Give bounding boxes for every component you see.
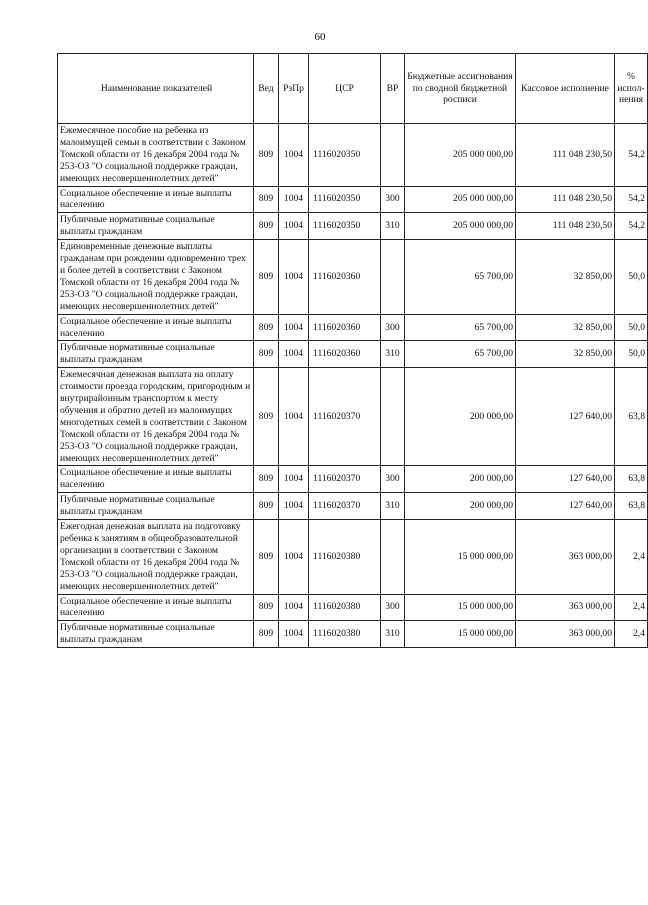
row-csr: 1116020380: [309, 520, 381, 594]
row-ved: 809: [254, 341, 279, 368]
row-assignments: 65 700,00: [405, 341, 516, 368]
row-percent: 63,8: [615, 493, 648, 520]
row-percent: 2,4: [615, 621, 648, 648]
row-percent: 54,2: [615, 213, 648, 240]
header-rzpr: РзПр: [279, 54, 309, 124]
row-name: Публичные нормативные социальные выплаты гражданам: [58, 493, 254, 520]
row-name: Социальное обеспечение и иные выплаты населению: [58, 186, 254, 213]
header-name: Наименование показателей: [58, 54, 254, 124]
row-vr: [381, 368, 405, 466]
row-rzpr: 1004: [279, 314, 309, 341]
row-rzpr: 1004: [279, 594, 309, 621]
row-rzpr: 1004: [279, 213, 309, 240]
row-rzpr: 1004: [279, 466, 309, 493]
row-csr: 1116020370: [309, 368, 381, 466]
row-assignments: 200 000,00: [405, 493, 516, 520]
row-percent: 50,0: [615, 341, 648, 368]
row-assignments: 65 700,00: [405, 240, 516, 314]
table-row: [58, 124, 648, 187]
row-percent: 2,4: [615, 594, 648, 621]
row-name: Публичные нормативные социальные выплаты гражданам: [58, 213, 254, 240]
row-rzpr: 1004: [279, 493, 309, 520]
row-ved: 809: [254, 240, 279, 314]
table-row: [58, 213, 648, 240]
table-row: [58, 520, 648, 594]
row-rzpr: 1004: [279, 368, 309, 466]
row-percent: 63,8: [615, 368, 648, 466]
header-percent: % испол-нения: [615, 54, 648, 124]
row-cash-execution: 127 640,00: [516, 368, 615, 466]
row-name: Ежемесячная денежная выплата на оплату стоимости проезда городским, пригородным и внутрирайонным транспортом к месту обучения и обратно детей из малоимущих многодетных семей в соответствии с Законом Томской области от 16 декабря 2004 года № 253-ОЗ "О социальной поддержке граждан, имеющих несовершеннолетних детей": [58, 368, 254, 466]
row-assignments: 205 000 000,00: [405, 213, 516, 240]
row-percent: 50,0: [615, 314, 648, 341]
row-csr: 1116020350: [309, 186, 381, 213]
row-ved: 809: [254, 621, 279, 648]
row-csr: 1116020350: [309, 124, 381, 187]
row-assignments: 15 000 000,00: [405, 594, 516, 621]
row-percent: 50,0: [615, 240, 648, 314]
row-name: Социальное обеспечение и иные выплаты населению: [58, 594, 254, 621]
row-ved: 809: [254, 493, 279, 520]
row-assignments: 205 000 000,00: [405, 124, 516, 187]
row-assignments: 65 700,00: [405, 314, 516, 341]
row-cash-execution: 127 640,00: [516, 466, 615, 493]
row-csr: 1116020370: [309, 466, 381, 493]
header-cash-execution: Кассовое исполнение: [516, 54, 615, 124]
row-percent: 54,2: [615, 124, 648, 187]
row-rzpr: 1004: [279, 621, 309, 648]
table-row: [58, 341, 648, 368]
row-assignments: 200 000,00: [405, 368, 516, 466]
row-vr: [381, 124, 405, 187]
row-vr: 310: [381, 621, 405, 648]
header-assignments: Бюджетные ассигнования по сводной бюджетной росписи: [405, 54, 516, 124]
row-ved: 809: [254, 466, 279, 493]
budget-table: [57, 53, 648, 648]
row-cash-execution: 32 850,00: [516, 314, 615, 341]
table-header-row: [58, 54, 648, 124]
row-name: Ежемесячное пособие на ребенка из малоимущей семьи в соответствии с Законом Томской области от 16 декабря 2004 года № 253-ОЗ "О социальной поддержке граждан, имеющих несовершеннолетних детей": [58, 124, 254, 187]
row-vr: 300: [381, 466, 405, 493]
row-vr: [381, 240, 405, 314]
row-percent: 63,8: [615, 466, 648, 493]
table-row: [58, 594, 648, 621]
row-cash-execution: 363 000,00: [516, 621, 615, 648]
row-cash-execution: 111 048 230,50: [516, 213, 615, 240]
row-rzpr: 1004: [279, 520, 309, 594]
header-ved: Вед: [254, 54, 279, 124]
row-assignments: 205 000 000,00: [405, 186, 516, 213]
table-row: [58, 621, 648, 648]
row-ved: 809: [254, 368, 279, 466]
row-cash-execution: 363 000,00: [516, 594, 615, 621]
row-assignments: 15 000 000,00: [405, 520, 516, 594]
table-row: [58, 493, 648, 520]
row-rzpr: 1004: [279, 240, 309, 314]
header-vr: ВР: [381, 54, 405, 124]
row-ved: 809: [254, 314, 279, 341]
row-rzpr: 1004: [279, 186, 309, 213]
row-cash-execution: 111 048 230,50: [516, 186, 615, 213]
row-ved: 809: [254, 124, 279, 187]
row-name: Публичные нормативные социальные выплаты гражданам: [58, 341, 254, 368]
table-row: [58, 240, 648, 314]
row-percent: 54,2: [615, 186, 648, 213]
row-cash-execution: 127 640,00: [516, 493, 615, 520]
row-vr: 300: [381, 314, 405, 341]
row-name: Социальное обеспечение и иные выплаты населению: [58, 466, 254, 493]
row-csr: 1116020350: [309, 213, 381, 240]
row-vr: 300: [381, 594, 405, 621]
row-rzpr: 1004: [279, 124, 309, 187]
row-ved: 809: [254, 594, 279, 621]
row-vr: [381, 520, 405, 594]
row-csr: 1116020360: [309, 341, 381, 368]
row-ved: 809: [254, 213, 279, 240]
row-name: Социальное обеспечение и иные выплаты населению: [58, 314, 254, 341]
row-csr: 1116020360: [309, 314, 381, 341]
row-csr: 1116020360: [309, 240, 381, 314]
row-vr: 300: [381, 186, 405, 213]
row-vr: 310: [381, 341, 405, 368]
row-name: Ежегодная денежная выплата на подготовку ребенка к занятиям в общеобразовательной организации в соответствии с Законом Томской области от 16 декабря 2004 года № 253-ОЗ "О социальной поддержке граждан, имеющих несовершеннолетних детей": [58, 520, 254, 594]
row-cash-execution: 32 850,00: [516, 240, 615, 314]
table-row: [58, 314, 648, 341]
row-csr: 1116020380: [309, 594, 381, 621]
header-csr: ЦСР: [309, 54, 381, 124]
table-row: [58, 186, 648, 213]
row-csr: 1116020370: [309, 493, 381, 520]
table-row: [58, 466, 648, 493]
row-name: Публичные нормативные социальные выплаты гражданам: [58, 621, 254, 648]
row-cash-execution: 32 850,00: [516, 341, 615, 368]
row-rzpr: 1004: [279, 341, 309, 368]
row-ved: 809: [254, 186, 279, 213]
row-csr: 1116020380: [309, 621, 381, 648]
row-percent: 2,4: [615, 520, 648, 594]
row-ved: 809: [254, 520, 279, 594]
page-number: 60: [314, 31, 326, 43]
row-cash-execution: 363 000,00: [516, 520, 615, 594]
row-cash-execution: 111 048 230,50: [516, 124, 615, 187]
row-assignments: 15 000 000,00: [405, 621, 516, 648]
row-vr: 310: [381, 213, 405, 240]
row-assignments: 200 000,00: [405, 466, 516, 493]
table-row: [58, 368, 648, 466]
row-name: Единовременные денежные выплаты гражданам при рождении одновременно трех и более детей в соответствии с Законом Томской области от 16 декабря 2004 года № 253-ОЗ "О социальной поддержке граждан, имеющих несовершеннолетних детей": [58, 240, 254, 314]
row-vr: 310: [381, 493, 405, 520]
